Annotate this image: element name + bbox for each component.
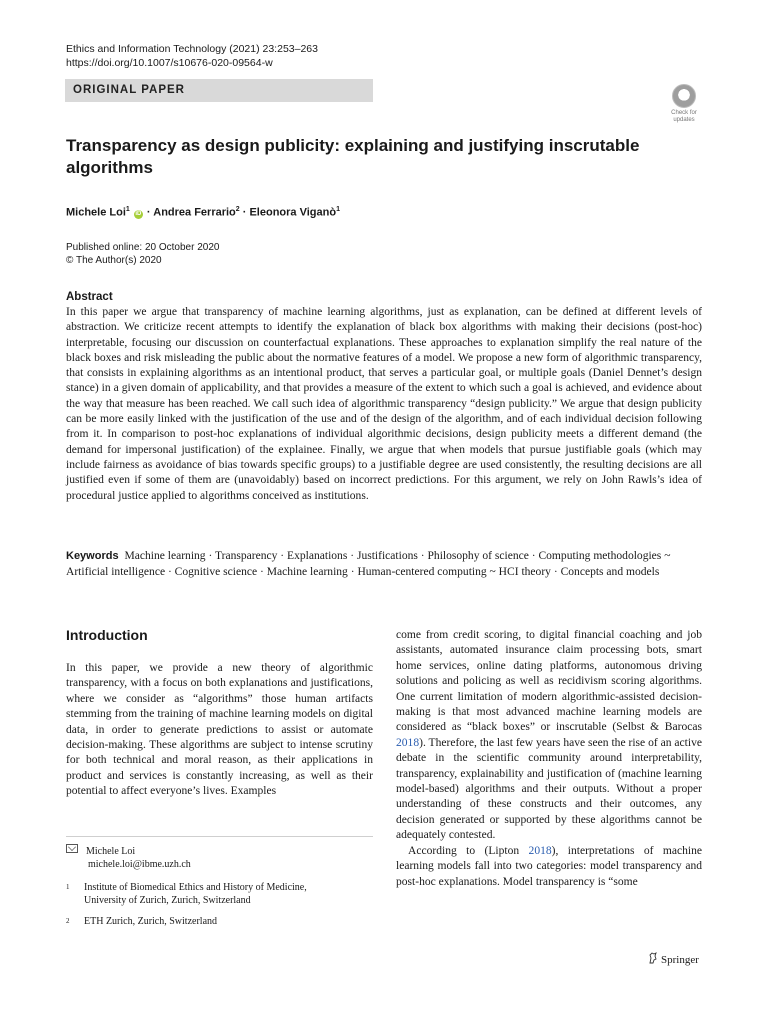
check-badge-line2: updates bbox=[673, 117, 695, 123]
citation-link[interactable]: 2018 bbox=[396, 736, 420, 749]
paragraph bbox=[396, 628, 702, 844]
affiliation-number: 1 bbox=[66, 883, 70, 891]
author-name[interactable]: Eleonora Viganò bbox=[249, 206, 337, 219]
doi-link[interactable]: https://doi.org/10.1007/s10676-020-09564-w bbox=[66, 57, 273, 69]
check-badge-line1: Check for bbox=[671, 110, 697, 116]
corresponding-author bbox=[66, 844, 191, 871]
paper-title: Transparency as design publicity: explaining and justifying inscrutable algorithms bbox=[66, 136, 640, 177]
paragraph bbox=[396, 844, 702, 890]
paragraph-text: According to (Lipton bbox=[408, 844, 529, 857]
springer-horse-icon bbox=[648, 952, 658, 964]
author-affiliation-mark: 2 bbox=[235, 206, 240, 213]
footnote-divider bbox=[66, 836, 373, 837]
check-for-updates-icon bbox=[672, 84, 696, 108]
affiliation-2 bbox=[66, 915, 217, 930]
keywords-label: Keywords bbox=[66, 550, 119, 562]
affiliation-line: Institute of Biomedical Ethics and History of Medicine, bbox=[84, 882, 307, 893]
keywords-list: Machine learning · Transparency · Explanations · Justifications · Philosophy of science · Computing methodologies ~ Artificial intelligence · Cognitive science · Machine learning · Human-centered computing ~ HCI theory · Concepts and models bbox=[66, 550, 671, 579]
corresponding-name: Michele Loi bbox=[86, 846, 136, 857]
paragraph-text: ), interpretations of machine learning models fall into two categories: model transparency and post-hoc explanations. Model transparency is “some bbox=[396, 844, 702, 888]
corresponding-email[interactable]: michele.loi@ibme.uzh.ch bbox=[88, 859, 191, 870]
published-date: Published online: 20 October 2020 bbox=[66, 242, 220, 253]
publication-info bbox=[66, 241, 219, 267]
author-list: Michele Loi$^1$ iD · Andrea Ferrario$^2$ · Eleonora Viganò$^1$ bbox=[66, 206, 340, 219]
abstract-text: In this paper we argue that transparency of machine learning algorithms, just as explanation, can be defined at different levels of abstraction. We criticize recent attempts to identify the explanation of black box algorithms with making their decisions (post-hoc) interpretable, focusing our discussion on counterfactual explanations. These approaches to explanation simplify the real nature of the black boxes and risk misleading the public about the normative features of a model. We propose a new form of algorithmic transparency, that consists in explaining algorithms as an intentional product, that serves a particular goal, or multiple goals (Daniel Dennet’s design stance) in a given domain of applicability, and that provides a measure of the extent to which such a goal is achieved, and evidence about the way that measure has been reached. We call such idea of algorithmic transparency “design publicity.” We argue that design publicity can be more easily linked with the justification of the use and of the design of the algorithm, and of each individual decision following from it. In comparison to post-hoc explanations of individual algorithmic decisions, design publicity meets a different demand (the demand for impersonal justification) of the explainee. Finally, we argue that when models that pursue justifiable goals (which may include fairness as avoidance of bias towards specific groups) to a justifiable degree are used consistently, the resulting decisions are all justified even if some of them are (unavoidably) based on incorrect predictions. For this argument, we rely on John Rawls’s idea of procedural justice applied to algorithms conceived as institutions. bbox=[66, 306, 702, 502]
abstract-heading: Abstract bbox=[66, 291, 113, 303]
publisher-name: Springer bbox=[661, 954, 699, 966]
section-heading-introduction: Introduction bbox=[66, 627, 148, 643]
journal-citation: Ethics and Information Technology (2021) 23:253–263 bbox=[66, 43, 318, 55]
journal-info bbox=[66, 42, 318, 70]
orcid-icon[interactable]: iD bbox=[135, 210, 142, 217]
affiliation-number: 2 bbox=[66, 917, 70, 925]
paragraph-text: come from credit scoring, to digital financial coaching and job assistants, automated insurance claim processing bots, smart home services, online dating platforms, autonomous driving solutions and policing as well as recidivism scoring algorithms. One current limitation of modern algorithmic-assisted decision-making is that most advanced machine learning models are considered as “black boxes” or inscrutable (Selbst & Barocas bbox=[396, 629, 702, 734]
intro-column-1: In this paper, we provide a new theory of algorithmic transparency, with a focus on both explanations and justifications, where we consider as “algorithms” those human artifacts stemming from the training of machine learning models on digital data, in order to generate predictions to assist or automate decision-making. These algorithms are subject to intense scrutiny for both technical and moral reason, as their applications in product and services is constantly increasing, as well as their potential to affect everyone’s lives. Examples bbox=[66, 662, 373, 798]
copyright-notice: © The Author(s) 2020 bbox=[66, 255, 162, 266]
intro-column-2 bbox=[396, 628, 702, 890]
author-name[interactable]: Andrea Ferrario bbox=[153, 206, 236, 219]
affiliation-line: University of Zurich, Zurich, Switzerland bbox=[84, 895, 251, 906]
paragraph-text: ). Therefore, the last few years have seen the rise of an active debate in the scientific community around interpretability, transparency, explainability and justification of (machine learning model-based) algorithms and their outputs. Without a proper understanding of these constructs and their outcomes, any decision generated or supported by these algorithms cannot be adequately contested. bbox=[396, 736, 702, 842]
author-affiliation-mark: 1 bbox=[125, 206, 130, 213]
citation-link[interactable]: 2018 bbox=[528, 844, 552, 857]
check-for-updates-badge[interactable] bbox=[666, 84, 702, 124]
article-type-bar: ORIGINAL PAPER bbox=[65, 79, 373, 102]
envelope-icon bbox=[66, 844, 78, 853]
publisher-logo bbox=[648, 952, 699, 967]
author-affiliation-mark: 1 bbox=[336, 206, 340, 213]
affiliation-line: ETH Zurich, Zurich, Switzerland bbox=[84, 916, 218, 927]
affiliation-1 bbox=[66, 881, 307, 907]
keywords bbox=[66, 548, 702, 581]
author-name[interactable]: Michele Loi bbox=[66, 206, 126, 219]
